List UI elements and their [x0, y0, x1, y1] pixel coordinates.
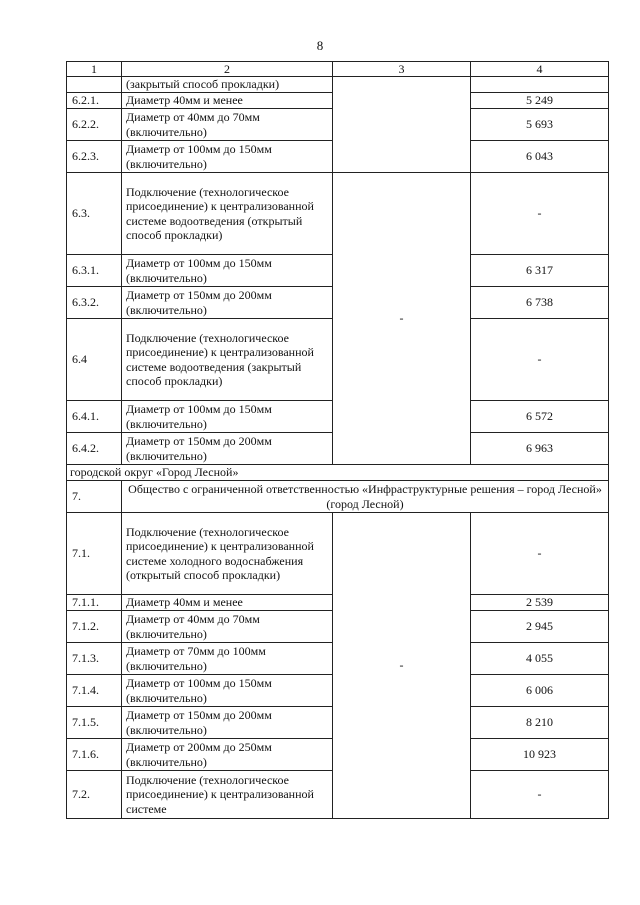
row-number: 7.1.5.: [67, 707, 122, 739]
row-value: -: [471, 319, 609, 401]
row-number: 7.: [67, 481, 122, 513]
row-value: 2 945: [471, 611, 609, 643]
row-description: Диаметр от 70мм до 100мм (включительно): [122, 643, 333, 675]
row-number: 7.2.: [67, 771, 122, 819]
block2-col3-cell: -: [333, 173, 471, 465]
row-description: Диаметр от 150мм до 200мм (включительно): [122, 287, 333, 319]
row-description: Диаметр от 100мм до 150мм (включительно): [122, 401, 333, 433]
row-description: Подключение (технологическое присоединение) к централизованной системе холодного водоснабжения (открытый способ прокладки): [122, 513, 333, 595]
table-row: [67, 77, 609, 93]
row-number: 7.1.4.: [67, 675, 122, 707]
header-cell-2: 2: [122, 62, 333, 77]
row-number: 6.4.2.: [67, 433, 122, 465]
row-number: 7.1.3.: [67, 643, 122, 675]
row-description: (закрытый способ прокладки): [122, 77, 333, 93]
row-description: Подключение (технологическое присоединение) к централизованной системе водоотведения (открытый способ прокладки): [122, 173, 333, 255]
row-number: 7.1.6.: [67, 739, 122, 771]
district-title: городской округ «Город Лесной»: [67, 465, 609, 481]
row-value: 6 738: [471, 287, 609, 319]
row-value: -: [471, 771, 609, 819]
tariff-table: [66, 61, 609, 819]
row-value: 6 043: [471, 141, 609, 173]
header-cell-3: 3: [333, 62, 471, 77]
table-row: [67, 173, 609, 255]
row-value: 10 923: [471, 739, 609, 771]
row-number: 6.3.2.: [67, 287, 122, 319]
row-value: 6 317: [471, 255, 609, 287]
row-number: 6.3.1.: [67, 255, 122, 287]
table-row: [67, 513, 609, 595]
header-cell-4: 4: [471, 62, 609, 77]
row-description: Диаметр от 100мм до 150мм (включительно): [122, 675, 333, 707]
row-number: 7.1.2.: [67, 611, 122, 643]
row-description: Диаметр 40мм и менее: [122, 93, 333, 109]
page-number: 8: [316, 38, 324, 53]
row-value: 6 963: [471, 433, 609, 465]
row-value: 8 210: [471, 707, 609, 739]
row-number: 6.3.: [67, 173, 122, 255]
block3-col3-cell: [333, 513, 471, 819]
row-value: 2 539: [471, 595, 609, 611]
row-description: Диаметр от 150мм до 200мм (включительно): [122, 707, 333, 739]
row-value: 6 572: [471, 401, 609, 433]
row-number: 6.4.1.: [67, 401, 122, 433]
row-description: Диаметр 40мм и менее: [122, 595, 333, 611]
row-number: 6.2.2.: [67, 109, 122, 141]
row-value: -: [471, 173, 609, 255]
organization-name: Общество с ограниченной ответственностью «Инфраструктурные решения – город Лесной» (город Лесной): [122, 481, 609, 513]
district-row: [67, 465, 609, 481]
row-value: 6 006: [471, 675, 609, 707]
row-description: Подключение (технологическое присоединение) к централизованной системе: [122, 771, 333, 819]
row-number: 7.1.1.: [67, 595, 122, 611]
row-description: Диаметр от 100мм до 150мм (включительно): [122, 255, 333, 287]
row-number: [67, 77, 122, 93]
organization-row: [67, 481, 609, 513]
block3-col3-value: -: [399, 658, 404, 673]
row-value: 5 693: [471, 109, 609, 141]
row-value: 5 249: [471, 93, 609, 109]
block1-col3-cell: [333, 77, 471, 173]
row-number: 6.2.1.: [67, 93, 122, 109]
row-description: Диаметр от 100мм до 150мм (включительно): [122, 141, 333, 173]
row-value: -: [471, 513, 609, 595]
row-number: 7.1.: [67, 513, 122, 595]
row-description: Диаметр от 200мм до 250мм (включительно): [122, 739, 333, 771]
row-value: [471, 77, 609, 93]
row-description: Диаметр от 150мм до 200мм (включительно): [122, 433, 333, 465]
header-cell-1: 1: [67, 62, 122, 77]
row-number: 6.2.3.: [67, 141, 122, 173]
row-description: Подключение (технологическое присоединение) к централизованной системе водоотведения (закрытый способ прокладки): [122, 319, 333, 401]
row-number: 6.4: [67, 319, 122, 401]
row-description: Диаметр от 40мм до 70мм (включительно): [122, 109, 333, 141]
table-header-row: [67, 62, 609, 77]
row-value: 4 055: [471, 643, 609, 675]
row-description: Диаметр от 40мм до 70мм (включительно): [122, 611, 333, 643]
